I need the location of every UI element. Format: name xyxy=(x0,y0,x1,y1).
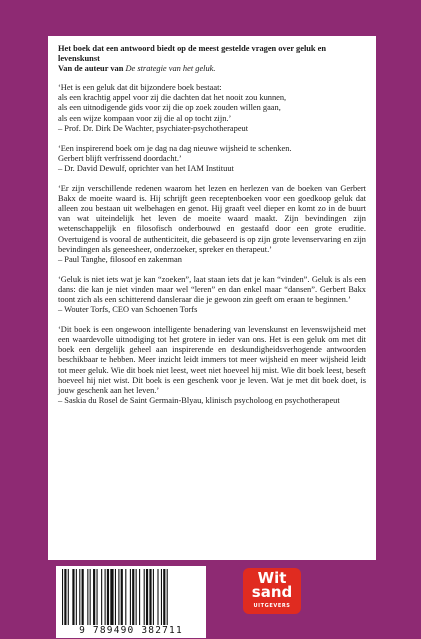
quote-torfs xyxy=(58,275,366,315)
publisher-logo-line2: sand xyxy=(251,583,293,601)
barcode-bars xyxy=(60,569,202,625)
quote-text: ‘Dit boek is een ongewoon intelligente benadering van levenskunst en levenswijsheid met een waardevolle uitnodiging tot het grotere in ieder van ons. Het is een geluk om met dit boek een dergelijk geheel aan inspirerende en deskundigheidsverhogende antwoorden beschikbaar te hebben. Meer inzicht leidt immers tot meer wijsheid en meer wijsheid leidt tot meer geluk. Wie dit boek niet leest, weet niet hoeveel hij mist. Wie dit boek leest, beseft hoeveel hij niet wist. Dit boek is een geschenk voor je leven. Wat je met dit boek doet, is jouw geschenk aan het leven.’ xyxy=(58,325,366,395)
quote-attribution: – Paul Tanghe, filosoof en zakenman xyxy=(58,254,182,264)
quote-tanghe xyxy=(58,184,366,265)
quote-de-wachter xyxy=(58,83,366,133)
publisher-logo-line1: Wit xyxy=(257,569,287,587)
quote-line: ‘Het is een geluk dat dit bijzondere boek bestaat: xyxy=(58,83,222,93)
quote-attribution: – Dr. David Dewulf, oprichter van het IAM Instituut xyxy=(58,163,234,173)
quote-attribution: – Saskia du Rosel de Saint Germain-Blyau, klinisch psycholoog en psychotherapeut xyxy=(58,395,340,405)
quote-line: als een uitnodigende gids voor zij die op zoek zouden willen gaan, xyxy=(58,103,281,113)
intro xyxy=(58,44,366,74)
blurb-panel xyxy=(48,36,376,560)
quote-du-rosel xyxy=(58,325,366,406)
publisher-logo xyxy=(243,568,301,614)
quote-attribution: – Prof. Dr. Dirk De Wachter, psychiater-psychotherapeut xyxy=(58,123,249,133)
quote-line: ‘Een inspirerend boek om je dag na dag nieuwe wijsheid te schenken. xyxy=(58,143,292,153)
publisher-logo-line3: UITGEVERS xyxy=(253,603,291,609)
quote-line: als een krachtig appel voor zij die dachten dat het nooit zou kunnen, xyxy=(58,93,287,103)
quote-line: als een wijze kompaan voor zij die al op tocht zijn.’ xyxy=(58,113,232,123)
isbn-digits: 9 789490 382711 xyxy=(79,625,183,636)
intro-author-title: De strategie van het geluk. xyxy=(125,64,216,74)
quote-text: ‘Geluk is niet iets wat je kan “zoeken”, laat staan iets dat je kan “vinden”. Geluk is als een dans: die kan je niet vinden maar wel “leren” en dan enkel maar “dansen”. Gerbert Bakx toont zich als een schitterend dansleraar die je gewoon zin geeft om eraan te beginnen.’ xyxy=(58,274,366,304)
intro-author xyxy=(58,64,216,73)
isbn-barcode xyxy=(56,566,206,638)
intro-author-prefix: Van de auteur van xyxy=(58,64,126,74)
quote-text: ‘Er zijn verschillende redenen waarom het lezen en herlezen van de boeken van Gerbert Bakx de moeite waard is. Hij schrijft geen receptenboeken voor een goedkoop geluk dat alleen zou bestaan uit welbehagen en genot. Hij graaft veel dieper en komt zo in de buurt van wat uiteindelijk het leven de moeite waard maakt. Zijn bevindingen zijn wetenschappelijk en filosofisch onderbouwd en gestaafd door een grote eruditie. Overtuigend is vooral de authenticiteit, die gebaseerd is op zijn grote levenservaring en zijn bevindingen als geneesheer, onderzoeker, spreker en therapeut.’ xyxy=(58,184,366,254)
quote-dewulf xyxy=(58,144,366,174)
quote-attribution: – Wouter Torfs, CEO van Schoenen Torfs xyxy=(58,305,198,315)
quote-line: Gerbert blijft verfrissend doordacht.’ xyxy=(58,153,182,163)
intro-heading: Het boek dat een antwoord biedt op de meest gestelde vragen over geluk en levenskunst xyxy=(58,44,327,64)
